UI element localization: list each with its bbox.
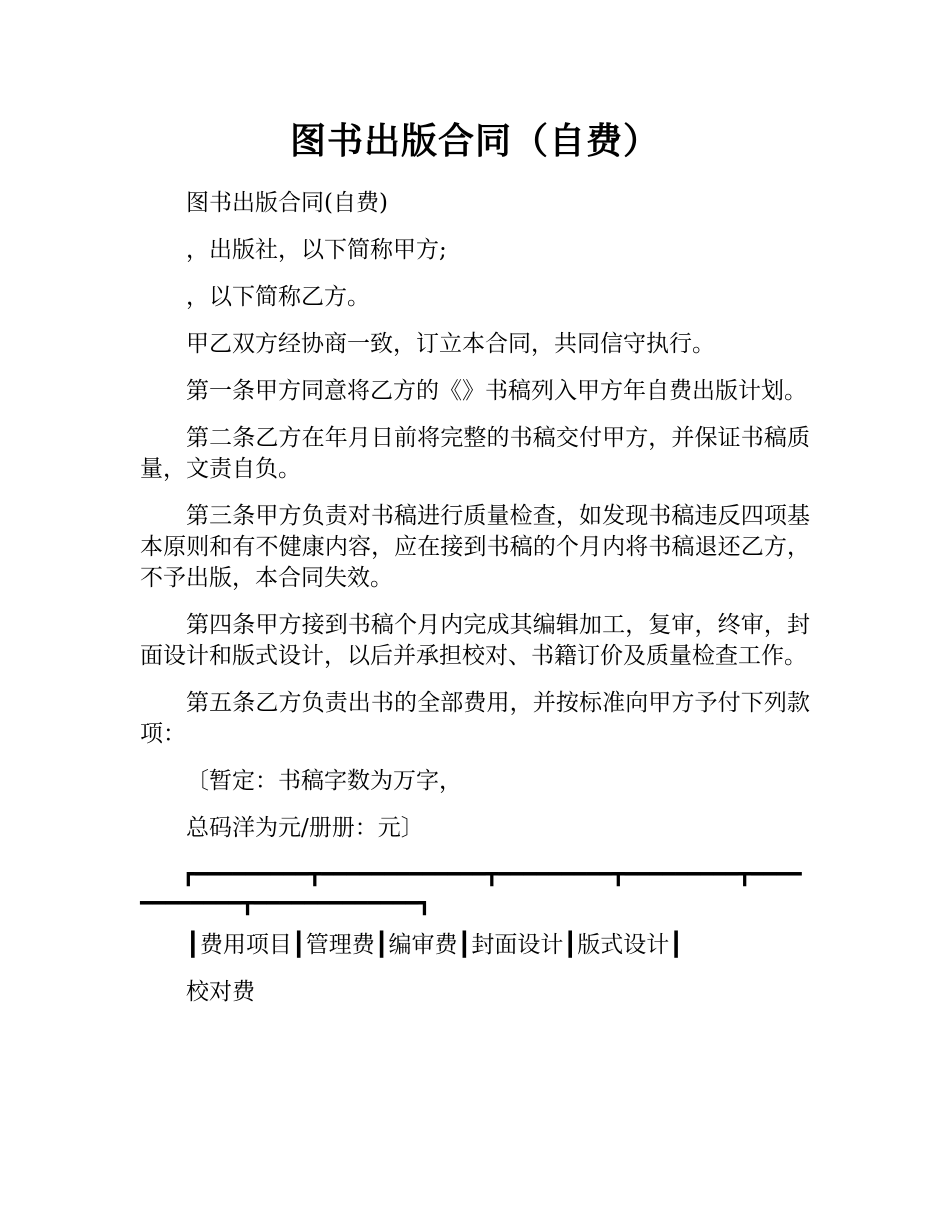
paragraph-party-a: ，出版社，以下简称甲方; [186,237,447,263]
paragraph-party-b: ，以下简称乙方。 [186,284,370,310]
fee-table-last-cell: 校对费 [186,979,255,1005]
clause-5: 第五条乙方负责出书的全部费用，并按标准向甲方予付下列款项： [140,690,810,747]
fee-table-top-rule: ┏━━━━━━━━━┳━━━━━━━━━━━━━┳━━━━━━━━━┳━━━━━━━━━┳━━━━━━━━━━━━┳━━━━━━━━━━━━━┓ [140,862,802,915]
total-price-note: 总码洋为元/册册：元〕 [186,815,424,841]
paragraph-agreement: 甲乙双方经协商一致，订立本合同，共同信守执行。 [186,331,715,357]
clause-4: 第四条甲方接到书稿个月内完成其编辑加工，复审，终审，封面设计和版式设计，以后并承担校对、书籍订价及质量检查工作。 [140,612,810,669]
tentative-note: 〔暂定：书稿字数为万字， [186,768,462,794]
document-body [140,188,810,1008]
clause-3: 第三条甲方负责对书稿进行质量检查，如发现书稿违反四项基本原则和有不健康内容，应在接到书稿的个月内将书稿退还乙方，不予出版，本合同失效。 [140,503,810,591]
fee-table-header-row: ┃费用项目┃管理费┃编审费┃封面设计┃版式设计┃ [186,932,684,958]
clause-2: 第二条乙方在年月日前将完整的书稿交付甲方，并保证书稿质量，文责自负。 [140,425,810,482]
clause-1: 第一条甲方同意将乙方的《》书稿列入甲方年自费出版计划。 [186,378,807,404]
paragraph-heading: 图书出版合同(自费) [186,190,388,216]
document-title: 图书出版合同（自费） [289,121,660,162]
